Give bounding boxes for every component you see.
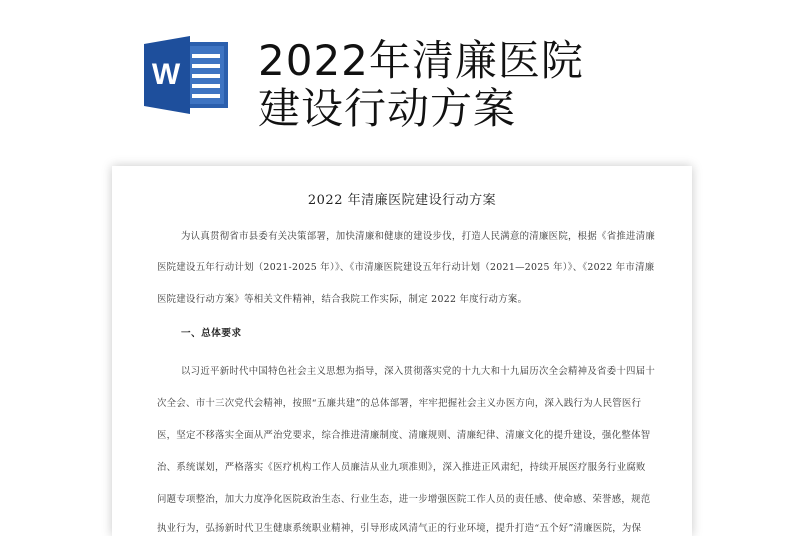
section1-line-3: 医，坚定不移落实全面从严治党要求，综合推进清廉制度、清廉规则、清廉纪律、清廉文化的提升建设，强化整体智: [157, 430, 651, 441]
section1-line-6: 执业行为，弘扬新时代卫生健康系统职业精神，引导形成风清气正的行业环境，提升打造“五个好”清廉医院，为保: [157, 523, 642, 534]
intro-line-3: 医院建设行动方案》等相关文件精神，结合我院工作实际，制定 2022 年度行动方案。: [157, 294, 528, 305]
document-title: 2022 年清廉医院建设行动方案: [307, 193, 497, 208]
intro-line-2: 医院建设五年行动计划（2021-2025 年）》、《市清廉医院建设五年行动计划（2021—2025 年）》、《2022 年市清廉: [157, 262, 655, 273]
section1-line-2: 次全会、市十三次党代会精神，按照“五廉共建”的总体部署，牢牢把握社会主义办医方向，深入践行为人民管医行: [157, 398, 642, 409]
page-title-line2: 建设行动方案: [258, 84, 517, 133]
page-title-line1: 2022年清廉医院: [258, 36, 584, 85]
word-icon-letter: W: [151, 58, 181, 91]
document-preview: [112, 166, 692, 536]
intro-line-1: 为认真贯彻省市县委有关决策部署，加快清廉和健康的建设步伐，打造人民满意的清廉医院，根据《省推进清廉: [181, 231, 656, 242]
section1-line-5: 问题专项整治，加大力度净化医院政治生态、行业生态，进一步增强医院工作人员的责任感、使命感、荣誉感，规范: [157, 494, 651, 505]
word-icon: [142, 34, 232, 116]
section1-line-4: 治、系统谋划，严格落实《医疗机构工作人员廉洁从业九项准则》，深入推进正风肃纪，持续开展医疗服务行业腐败: [157, 462, 646, 473]
header: [0, 0, 800, 160]
section1-line-1: 以习近平新时代中国特色社会主义思想为指导，深入贯彻落实党的十九大和十九届历次全会精神及省委十四届十: [181, 366, 656, 377]
section1-heading: 一、总体要求: [181, 328, 242, 339]
